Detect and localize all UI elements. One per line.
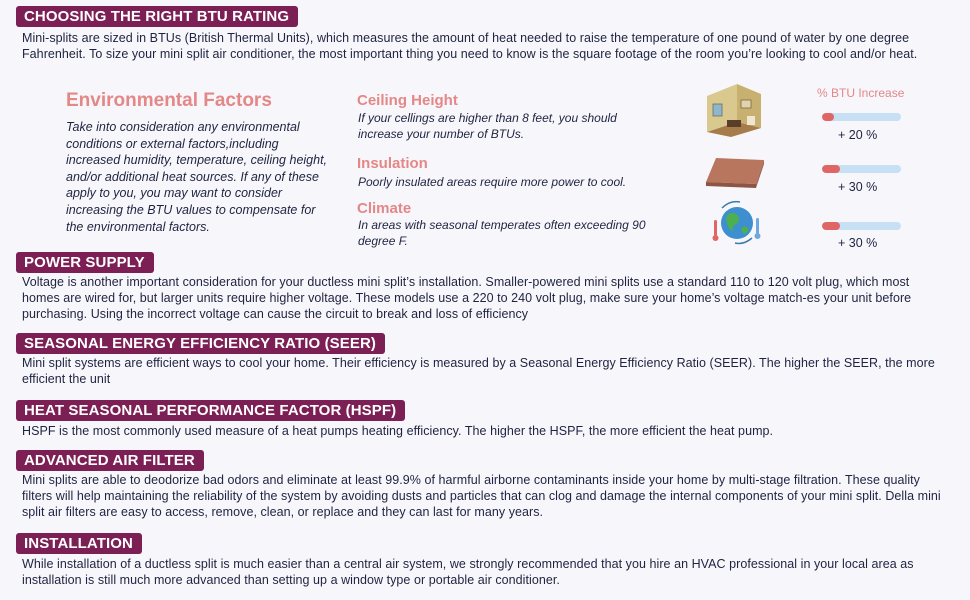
btu-percent-climate: + 30 % bbox=[838, 236, 878, 250]
seer-paragraph: Mini split systems are efficient ways to cool your home. Their efficiency is measured by a Seasonal Energy Efficiency Ratio (SEER). The higher the SEER, the more efficient the unit bbox=[22, 356, 935, 386]
btu-paragraph: Mini-splits are sized in BTUs (British Thermal Units), which measures the amount of heat needed to raise the temperature of one pound of water by one degree Fahrenheit. To size your mini split air conditioner, the most important thing you need to know is the square footage of the room you’re looking to cool and/or heat. bbox=[22, 31, 918, 61]
environmental-factors-text: Take into consideration any environmental conditions or external factors,including increased humidity, temperature, ceiling height, and/or additional heat sources. If any of these apply to you, you may want to consider increasing the BTU values to compensate for the environmental factors. bbox=[66, 120, 328, 234]
btu-bar-climate bbox=[822, 222, 901, 230]
power-supply-heading: POWER SUPPLY bbox=[16, 252, 154, 273]
factor-text-ceiling: If your cellings are higher than 8 feet, you should increase your number of BTUs. bbox=[358, 111, 617, 141]
btu-percent-insulation: + 30 % bbox=[838, 180, 878, 194]
btu-heading: CHOOSING THE RIGHT BTU RATING bbox=[16, 6, 298, 27]
factor-text-climate: In areas with seasonal temperates often exceeding 90 degree F. bbox=[358, 218, 646, 248]
installation-heading: INSTALLATION bbox=[16, 533, 142, 554]
factor-title-insulation: Insulation bbox=[357, 155, 428, 172]
seer-heading: SEASONAL ENERGY EFFICIENCY RATIO (SEER) bbox=[16, 333, 385, 354]
environmental-factors-title: Environmental Factors bbox=[66, 90, 272, 111]
factor-text-insulation: Poorly insulated areas require more power to cool. bbox=[358, 175, 627, 189]
btu-bar-fill-insulation bbox=[822, 165, 840, 173]
globe-thermometer-icon bbox=[710, 198, 764, 251]
insulation-board-icon bbox=[704, 154, 766, 195]
factor-title-climate: Climate bbox=[357, 200, 412, 217]
installation-paragraph: While installation of a ductless split is much easier than a central air system, we strongly recommended that you hire an HVAC professional in your local area as installation is still much more advanced than setting up a window type or portable air conditioner. bbox=[22, 557, 914, 587]
btu-percent-ceiling: + 20 % bbox=[838, 128, 878, 142]
air-filter-paragraph: Mini splits are able to deodorize bad odors and eliminate at least 99.9% of harmful airborne contaminants inside your home by multi-stage filtration. These quality filters will help maintaining the reliability of the system by avoiding dusts and particles that can clog and damage the internal components of your mini split. Della mini split air filters are easy to access, remove, clean, or replace and they can last for many years. bbox=[22, 473, 941, 519]
btu-increase-header: % BTU Increase bbox=[817, 86, 905, 100]
btu-bar-insulation bbox=[822, 165, 901, 173]
factor-title-ceiling: Ceiling Height bbox=[357, 92, 458, 109]
power-supply-paragraph: Voltage is another important consideration for your ductless mini split’s installation. Smaller-powered mini splits use a standard 110 to 120 volt plug, which most homes are wired for, but larger units require higher voltage. These models use a 220 to 240 volt plug, make sure your home’s voltage match-es your unit before purchasing. Using the incorrect voltage can cause the circuit to break and loss of efficiency bbox=[22, 275, 912, 321]
air-filter-heading: ADVANCED AIR FILTER bbox=[16, 450, 204, 471]
hspf-heading: HEAT SEASONAL PERFORMANCE FACTOR (HSPF) bbox=[16, 400, 405, 421]
btu-bar-fill-ceiling bbox=[822, 113, 834, 121]
btu-bar-ceiling bbox=[822, 113, 901, 121]
btu-bar-fill-climate bbox=[822, 222, 840, 230]
room-icon bbox=[703, 82, 765, 143]
hspf-paragraph: HSPF is the most commonly used measure of a heat pumps heating efficiency. The higher the HSPF, the more efficient the heat pump. bbox=[22, 424, 774, 438]
